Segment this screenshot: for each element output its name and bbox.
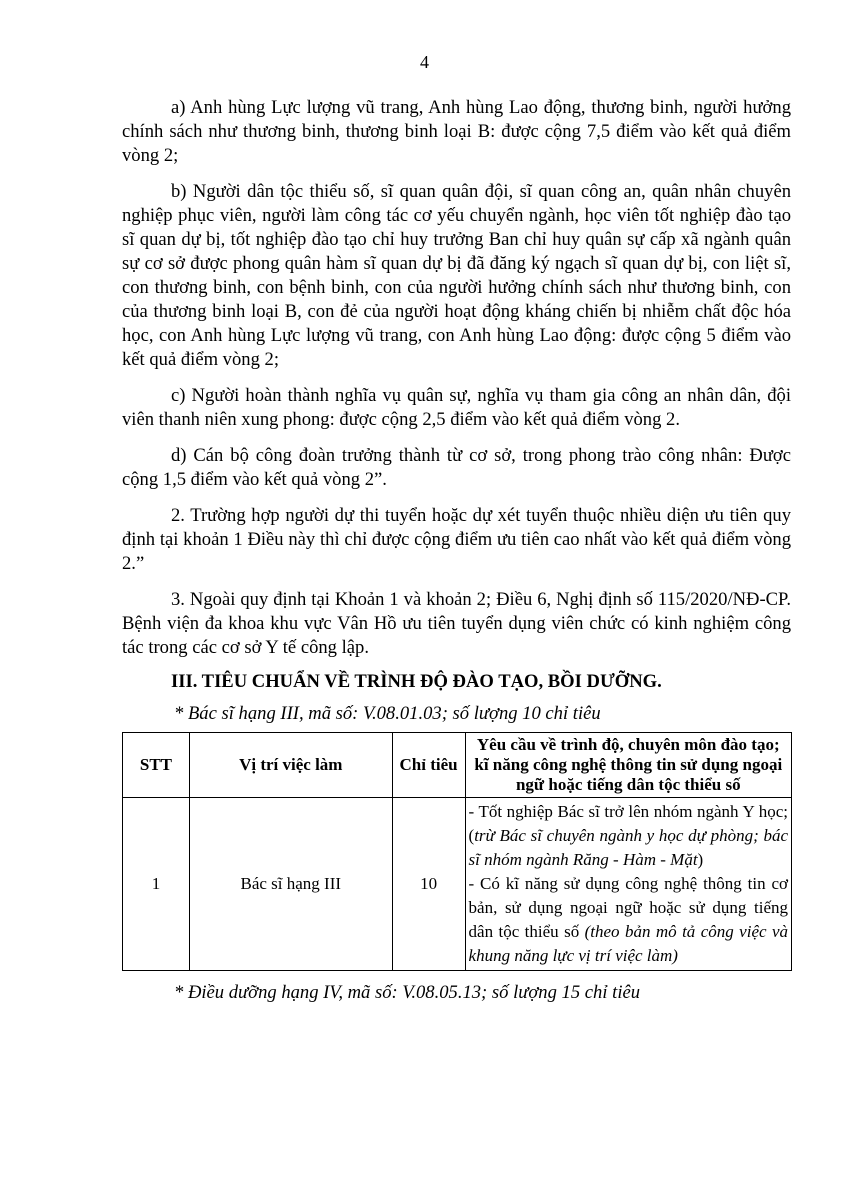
paragraph-priority-b: b) Người dân tộc thiểu số, sĩ quan quân đội, sĩ quan công an, quân nhân chuyên nghiệp phục viên, người làm công tác cơ yếu chuyển ngành, học viên tốt nghiệp đào tạo sĩ quan dự bị, tốt nghiệp đào tạo chỉ huy trưởng Ban chỉ huy quân sự cấp xã ngành quân sự cơ sở được phong quân hàm sĩ quan dự bị đã đăng ký ngạch sĩ quan dự bị, con liệt sĩ, con thương binh, con bệnh binh, con của người hưởng chính sách như thương binh, con của thương binh loại B, con đẻ của người hoạt động kháng chiến bị nhiễm chất độc hóa học, con Anh hùng Lực lượng vũ trang, con Anh hùng Lao động: được cộng 5 điểm vào kết quả điểm vòng 2; [122, 181, 791, 370]
next-subheading: * Điều dưỡng hạng IV, mã số: V.08.05.13; số lượng 15 chỉ tiêu [174, 982, 641, 1003]
cell-stt: 1 [123, 798, 190, 971]
requirement-education [469, 800, 788, 872]
header-position: Vị trí việc làm [189, 733, 392, 798]
header-quota: Chỉ tiêu [392, 733, 465, 798]
paragraph-clause-3: 3. Ngoài quy định tại Khoản 1 và khoản 2; Điều 6, Nghị định số 115/2020/NĐ-CP. Bệnh viện đa khoa khu vực Vân Hồ ưu tiên tuyển dụng viên chức có kinh nghiệm công tác trong các cơ sở Y tế công lập. [122, 589, 791, 658]
section-heading: III. TIÊU CHUẨN VỀ TRÌNH ĐỘ ĐÀO TẠO, BỒI DƯỠNG. [171, 671, 662, 692]
requirement-skills-text: - Có kĩ năng sử dụng công nghệ thông tin cơ bản, sử dụng ngoại ngữ hoặc sử dụng tiếng dân tộc thiểu số [468, 874, 788, 941]
paragraph-priority-a: a) Anh hùng Lực lượng vũ trang, Anh hùng Lao động, thương binh, người hưởng chính sách như thương binh, thương binh loại B: được cộng 7,5 điểm vào kết quả điểm vòng 2; [122, 97, 791, 166]
table-header-row [123, 733, 792, 798]
header-requirements: Yêu cầu về trình độ, chuyên môn đào tạo; kĩ năng công nghệ thông tin sử dụng ngoại ngữ hoặc tiếng dân tộc thiểu số [465, 733, 791, 798]
table-row [123, 798, 792, 971]
requirement-education-text: - Tốt nghiệp Bác sĩ trở lên nhóm ngành Y học; ( [468, 802, 788, 845]
header-stt: STT [123, 733, 190, 798]
paragraph-clause-2: 2. Trường hợp người dự thi tuyển hoặc dự xét tuyển thuộc nhiều diện ưu tiên quy định tại khoản 1 Điều này thì chỉ được cộng điểm ưu tiên cao nhất vào kết quả điểm vòng 2.” [122, 505, 791, 574]
requirement-education-close: ) [697, 850, 704, 869]
requirements-table [122, 732, 792, 971]
requirement-education-exception: trừ Bác sĩ chuyên ngành y học dự phòng; bác sĩ nhóm ngành Răng - Hàm - Mặt [468, 826, 788, 869]
table-subheading: * Bác sĩ hạng III, mã số: V.08.01.03; số lượng 10 chỉ tiêu [174, 703, 601, 724]
cell-quota: 10 [392, 798, 465, 971]
document-body [122, 96, 791, 1005]
paragraph-priority-c: c) Người hoàn thành nghĩa vụ quân sự, nghĩa vụ tham gia công an nhân dân, đội viên thanh niên xung phong: được cộng 2,5 điểm vào kết quả điểm vòng 2. [122, 385, 791, 430]
requirement-skills [469, 872, 788, 968]
cell-position: Bác sĩ hạng III [189, 798, 392, 971]
paragraph-priority-d: d) Cán bộ công đoàn trưởng thành từ cơ sở, trong phong trào công nhân: Được cộng 1,5 điểm vào kết quả vòng 2”. [122, 445, 791, 490]
cell-requirements [465, 798, 791, 971]
requirement-skills-note: (theo bản mô tả công việc và khung năng lực vị trí việc làm) [468, 922, 788, 965]
page-number: 4 [420, 52, 429, 72]
